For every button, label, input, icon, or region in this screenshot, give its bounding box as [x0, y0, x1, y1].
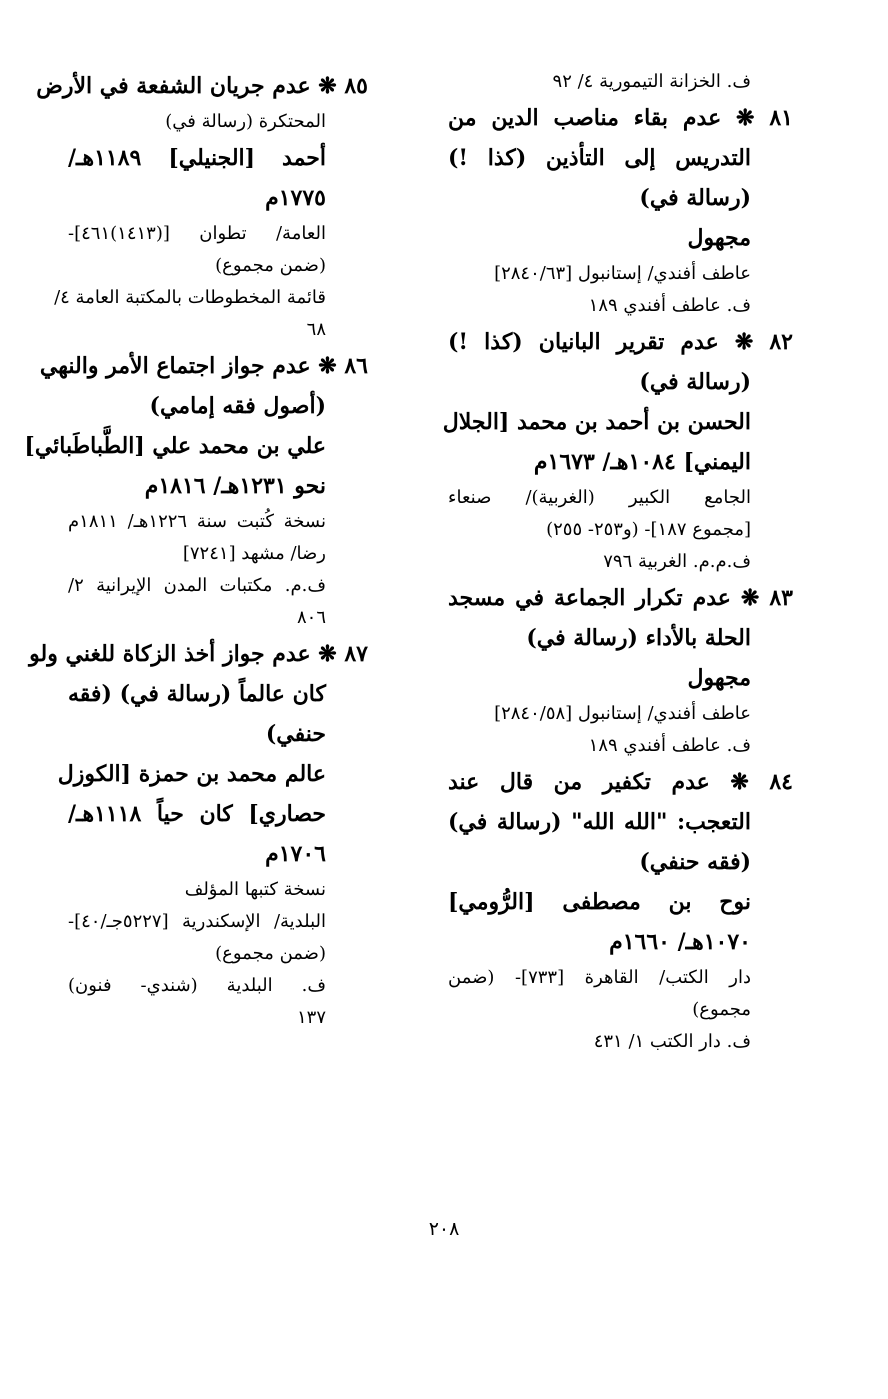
left-column-line: ف. البلدية (شندي- فنون): [68, 975, 326, 996]
right-column-line: (رسالة في): [639, 369, 751, 395]
left-column-line: (ضمن مجموع): [215, 255, 326, 276]
right-column-line: ٨١ ❋ عدم بقاء مناصب الدين من: [448, 105, 793, 131]
right-column-line: نوح بن مصطفى [الرُّومي]: [448, 889, 751, 915]
left-column-line: ف.م. مكتبات المدن الإيرانية ٢/: [68, 575, 326, 596]
right-column-line: مجموع): [692, 999, 751, 1020]
left-column-line: حنفي): [265, 721, 326, 747]
right-column-line: [مجموع ١٨٧]- (و٢٥٣- ٢٥٥): [546, 519, 751, 540]
left-column-line: ٨٠٦: [296, 607, 326, 628]
left-column-line: قائمة المخطوطات بالمكتبة العامة ٤/: [54, 287, 326, 308]
right-column-line: ٨٢ ❋ عدم تقرير البانيان (كذا !): [448, 329, 793, 355]
left-column-line: (أصول فقه إمامي): [149, 393, 326, 419]
right-column-line: ف. عاطف أفندي ١٨٩: [588, 735, 751, 756]
left-column-line: عالم محمد بن حمزة [الكوزل: [57, 761, 326, 787]
left-column-line: المحتكرة (رسالة في): [165, 111, 326, 132]
left-column-line: رضا/ مشهد [٧٢٤١]: [182, 543, 326, 564]
right-column-line: دار الكتب/ القاهرة [٧٣٣]- (ضمن: [448, 967, 751, 988]
right-column-line: ف.م.م. الغربية ٧٩٦: [603, 551, 751, 572]
left-column-line: نسخة كتبها المؤلف: [184, 879, 326, 900]
right-column-line: ف. دار الكتب ١/ ٤٣١: [593, 1031, 751, 1052]
right-column-line: اليمني] ١٠٨٤هـ/ ١٦٧٣م: [533, 449, 751, 475]
left-column-line: نحو ١٢٣١هـ/ ١٨١٦م: [144, 473, 326, 499]
left-column-line: ٨٦ ❋ عدم جواز اجتماع الأمر والنهي: [39, 353, 368, 379]
page-number: ٢٠٨: [428, 1218, 460, 1240]
left-column-line: ٦٨: [306, 319, 326, 340]
right-column-line: الحلة بالأداء (رسالة في): [526, 625, 751, 651]
left-column-line: حصاري] كان حياً ١١١٨هـ/: [68, 801, 326, 827]
right-column-line: ف. عاطف أفندي ١٨٩: [588, 295, 751, 316]
left-column-line: (ضمن مجموع): [215, 943, 326, 964]
left-column-line: العامة/ تطوان [(١٤١٣)٤٦١]-: [68, 223, 326, 244]
right-column: [442, 66, 793, 1058]
left-column-line: ٨٥ ❋ عدم جريان الشفعة في الأرض: [36, 73, 368, 99]
right-column-line: عاطف أفندي/ إستانبول [٢٨٤٠/٥٨]: [494, 703, 751, 724]
right-column-line: ف. الخزانة التيمورية ٤/ ٩٢: [552, 71, 751, 92]
left-column-line: كان عالماً (رسالة في) (فقه: [68, 681, 326, 707]
right-column-line: الحسن بن أحمد بن محمد [الجلال: [442, 409, 751, 435]
right-column-line: ٨٣ ❋ عدم تكرار الجماعة في مسجد: [448, 585, 793, 611]
right-column-line: ٨٤ ❋ عدم تكفير من قال عند: [448, 769, 793, 795]
left-column-line: البلدية/ الإسكندرية [٥٢٢٧جـ/٤٠]-: [68, 911, 326, 932]
right-column-line: (رسالة في): [639, 185, 751, 211]
right-column-line: ١٠٧٠هـ/ ١٦٦٠م: [609, 929, 751, 955]
right-column-line: (فقه حنفي): [639, 849, 751, 875]
right-column-line: مجهول: [687, 665, 751, 691]
left-column-line: ١٧٠٦م: [265, 841, 326, 867]
left-column-line: ٨٧ ❋ عدم جواز أخذ الزكاة للغني ولو: [29, 641, 368, 667]
left-column-line: نسخة كُتبت سنة ١٢٢٦هـ/ ١٨١١م: [68, 511, 326, 532]
right-column-line: التعجب: "الله الله" (رسالة في): [448, 809, 751, 835]
left-column-line: علي بن محمد علي [الطَّباطَبائي]: [24, 433, 326, 459]
right-column-line: مجهول: [687, 225, 751, 251]
right-column-line: التدريس إلى التأذين (كذا !): [448, 145, 751, 171]
left-column-line: ١٣٧: [296, 1007, 326, 1028]
right-column-line: الجامع الكبير (الغربية)/ صنعاء: [448, 487, 751, 508]
left-column-line: أحمد [الجنيلي] ١١٨٩هـ/: [68, 145, 326, 171]
right-column-line: عاطف أفندي/ إستانبول [٢٨٤٠/٦٣]: [494, 263, 751, 284]
left-column-line: ١٧٧٥م: [265, 185, 326, 211]
left-column: [24, 66, 368, 1034]
